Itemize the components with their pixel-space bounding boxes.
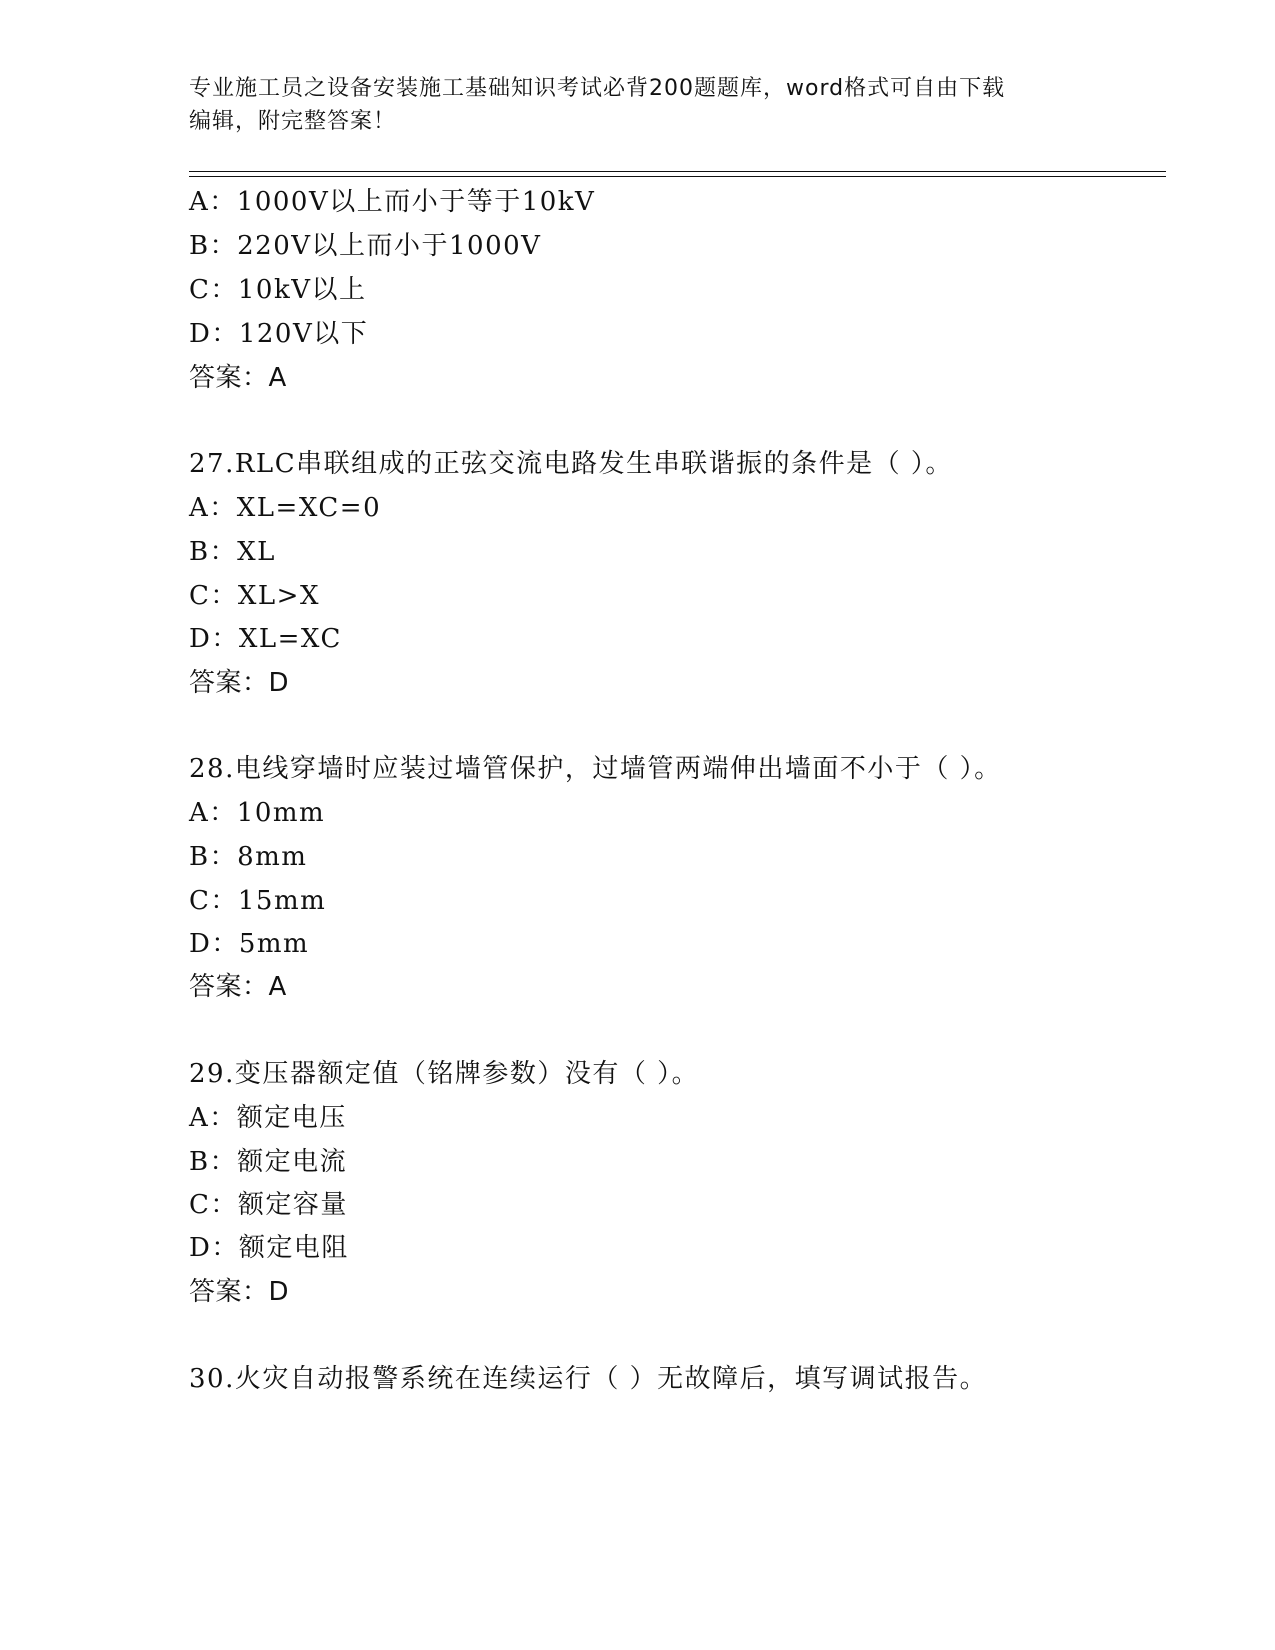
q29-stem: 29.变压器额定值（铭牌参数）没有（ ）。: [189, 1059, 700, 1089]
header-line-2: 编辑，附完整答案！: [189, 109, 397, 134]
q28-option-a: A：10mm: [189, 798, 326, 828]
q26-option-b: B：220V以上而小于1000V: [189, 231, 542, 261]
q28-stem: 28.电线穿墙时应装过墙管保护，过墙管两端伸出墙面不小于（ ）。: [189, 754, 1002, 784]
q26-option-d: D：120V以下: [189, 319, 369, 349]
header-rule-top: [189, 171, 1166, 172]
q28-option-c: C：15mm: [189, 886, 327, 916]
q27-option-b: B：XL: [189, 537, 276, 567]
q28-option-b: B：8mm: [189, 842, 308, 872]
q29-option-a: A：额定电压: [189, 1103, 347, 1133]
q29-option-c: C：额定容量: [189, 1190, 348, 1220]
q26-answer: 答案：A: [189, 363, 287, 393]
q30-stem: 30.火灾自动报警系统在连续运行（ ）无故障后，填写调试报告。: [189, 1364, 988, 1394]
q29-option-b: B：额定电流: [189, 1147, 348, 1177]
q29-option-d: D：额定电阻: [189, 1233, 349, 1263]
q28-answer: 答案：A: [189, 972, 287, 1002]
header-line-1: 专业施工员之设备安装施工基础知识考试必背200题题库，word格式可自由下载: [189, 76, 1006, 101]
header-rule-bottom: [189, 176, 1166, 177]
q27-option-c: C：XL>X: [189, 581, 320, 611]
q29-answer: 答案：D: [189, 1277, 290, 1307]
q26-option-c: C：10kV以上: [189, 275, 367, 305]
q28-option-d: D：5mm: [189, 929, 310, 959]
document-header: [189, 72, 1089, 138]
q26-option-a: A：1000V以上而小于等于10kV: [189, 187, 596, 217]
q27-stem: 27.RLC串联组成的正弦交流电路发生串联谐振的条件是（ ）。: [189, 449, 953, 479]
q27-option-d: D：XL=XC: [189, 624, 342, 654]
q27-option-a: A：XL=XC=0: [189, 493, 382, 523]
q27-answer: 答案：D: [189, 668, 290, 698]
